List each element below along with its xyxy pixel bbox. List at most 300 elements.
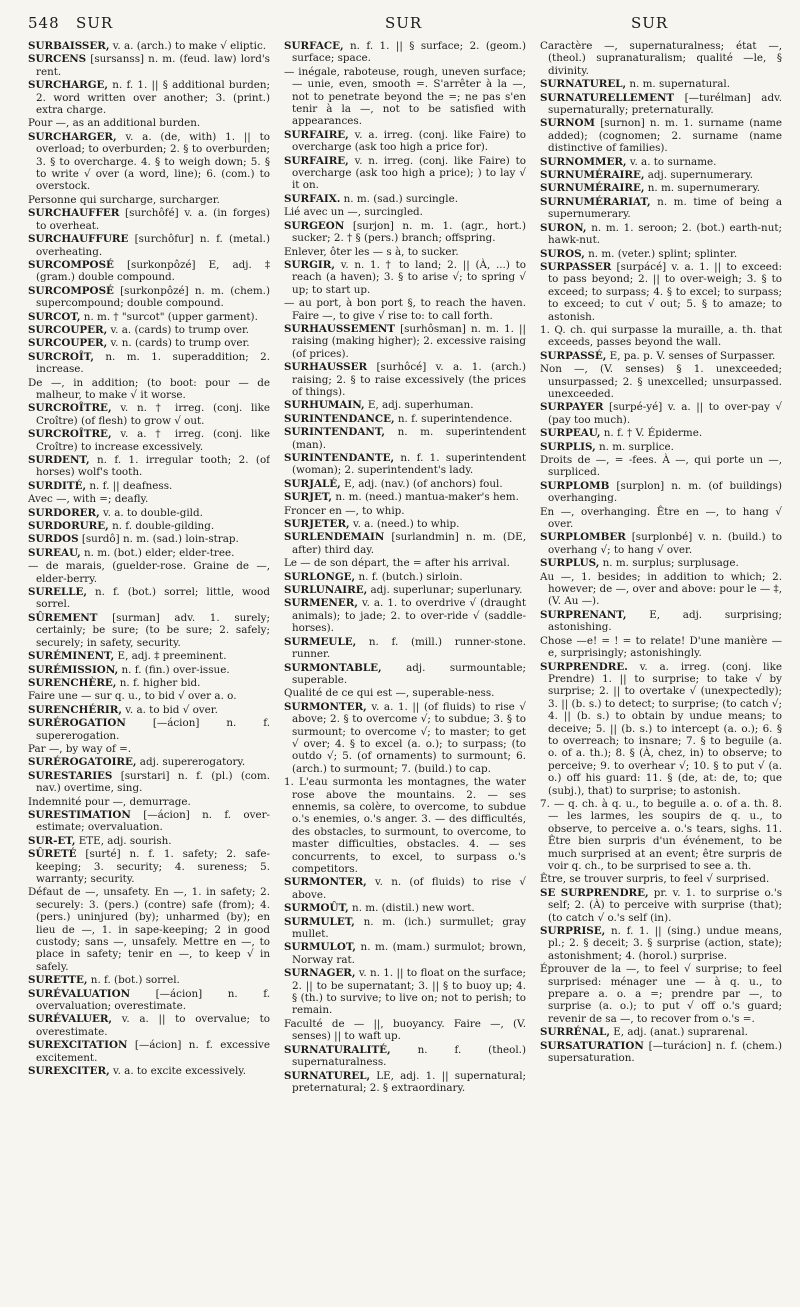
dictionary-entry <box>28 520 270 532</box>
dictionary-entry <box>284 776 526 875</box>
entry-definition: [surlandmin] n. m. (DE, after) third day. <box>292 531 526 556</box>
dictionary-entry <box>284 206 526 218</box>
entry-definition: adj. supernumerary. <box>647 169 754 182</box>
entry-definition: n. m. (sad.) surcingle. <box>343 192 459 205</box>
dictionary-entry <box>540 261 782 323</box>
entry-definition: n. f. 1. || § additional burden; 2. word written over another; 3. (print.) extra charge. <box>36 79 270 117</box>
dictionary-entry <box>540 609 782 634</box>
entry-definition: n. m. supernumerary. <box>647 182 761 195</box>
dictionary-entry <box>540 427 782 439</box>
entry-definition: n. f. (butch.) sirloin. <box>358 570 463 583</box>
entry-definition: [surpácé] v. a. 1. || to exceed: to pass beyond; 2. || to over-weigh; 3. § to exceed; to surpass; 4. § to excel; to surpass; to exceed; to cut √ out; 5. § to amaze; to astonish. <box>548 260 782 323</box>
entry-headword: SURMULET, <box>284 915 355 928</box>
dictionary-entry <box>284 297 526 322</box>
dictionary-entry <box>28 337 270 349</box>
entry-headword: SURHUMAIN, <box>284 399 365 412</box>
dictionary-entry <box>284 246 526 258</box>
dictionary-entry <box>284 1018 526 1043</box>
dictionary-entry <box>28 311 270 323</box>
dictionary-entry <box>28 612 270 649</box>
dictionary-entry <box>28 848 270 885</box>
entry-headword: SURCOMPOSÉ <box>28 284 114 297</box>
entry-headword: SURHAUSSER <box>284 361 368 374</box>
entry-definition: En —, overhanging. Être en —, to hang √ over. <box>540 505 782 531</box>
entry-headword: SURDITÉ, <box>28 479 87 492</box>
dictionary-entry <box>284 129 526 154</box>
entry-headword: SE SURPRENDRE, <box>540 886 649 899</box>
entry-definition: v. a. (de, with) 1. || to overload; to overburden; 2. § to overburden; 3. § to overcharge. 4. § to weigh down; 5. § to write √ over (a word, line); 6. (com.) to overstock. <box>36 130 270 193</box>
entry-definition: [—ácion] n. f. supererogation. <box>36 717 270 742</box>
dictionary-entry <box>28 988 270 1013</box>
dictionary-entry <box>284 361 526 398</box>
dictionary-entry <box>284 452 526 477</box>
entry-definition: n. f. (theol.) supernaturalness. <box>292 1043 526 1069</box>
entry-definition: [surstari] n. f. (pl.) (com. nav.) overtime, sing. <box>36 769 270 795</box>
entry-headword: SURPASSÉ, <box>540 349 607 362</box>
entry-definition: n. f. 1. superintendent (woman); 2. superintendent's lady. <box>292 452 526 477</box>
entry-definition: n. f. (mill.) runner-stone. runner. <box>292 635 526 661</box>
entry-definition: ETE, adj. sourish. <box>78 834 172 847</box>
entry-headword: SURCROÎTRE, <box>28 428 112 441</box>
dictionary-entry <box>540 925 782 962</box>
entry-definition: [—ácion] n. f. excessive excitement. <box>36 1039 270 1064</box>
entry-definition: E, pa. p. V. senses of Surpasser. <box>609 349 776 362</box>
entry-headword: SURESTARIES <box>28 769 113 782</box>
dictionary-entry <box>284 1070 526 1095</box>
dictionary-entry <box>28 285 270 310</box>
dictionary-entry <box>28 677 270 689</box>
entry-headword: SURLUNAIRE, <box>284 584 368 597</box>
entry-definition: v. n. 1. || to float on the surface; 2. || to be supernatant; 3. || § to buoy up; 4. § (th.) to survive; to live on; not to perish; to remain. <box>292 967 526 1017</box>
dictionary-entry <box>540 117 782 154</box>
entry-definition: v. a. 1. || (of fluids) to rise √ above; 2. § to overcome √; to subdue; 3. § to surmount; to overcome √; to master; to get √ over; 4. § to excel (a. o.); to surpass; (to outdo √; 5. (of ornaments) to surmount; 6. (arch.) to surmount; 7. (build.) to cap. <box>292 700 526 775</box>
entry-definition: n. f. superintendence. <box>397 412 513 425</box>
dictionary-entry <box>28 233 270 258</box>
entry-definition: n. f. 1. || § surface; 2. (geom.) surface; space. <box>292 40 526 65</box>
entry-definition: Être, se trouver surpris, to feel √ surprised. <box>540 873 770 886</box>
entry-headword: SURSATURATION <box>540 1039 644 1052</box>
entry-definition: [—ácion] n. f. overvaluation; overestimate. <box>36 987 270 1013</box>
entry-definition: [surpé-yé] v. a. || to over-pay √ (pay too much). <box>548 401 782 426</box>
entry-headword: SURNUMÉRAIRE, <box>540 182 645 195</box>
entry-definition: Qualité de ce qui est —, superable-ness. <box>284 687 495 700</box>
dictionary-entry <box>28 809 270 834</box>
entry-definition: v. n. † irreg. (conj. like Croître) (of flesh) to grow √ out. <box>36 402 270 427</box>
dictionary-entry <box>28 886 270 973</box>
dictionary-entry <box>540 441 782 453</box>
entry-definition: — de marais, (guelder-rose. Graine de —, elder-berry. <box>28 560 270 585</box>
entry-definition: v. a. to excite excessively. <box>112 1065 247 1078</box>
entry-definition: Non —, (V. senses) § 1. unexceeded; unsurpassed; 2. § unexcelled; unsurpassed. unexceeded. <box>540 363 782 400</box>
entry-headword: SURNATUREL, <box>540 78 627 91</box>
entry-headword: SURMEULE, <box>284 635 357 648</box>
entry-definition: Faire une — sur q. u., to bid √ over a. o. <box>28 690 237 703</box>
dictionary-entry <box>284 155 526 192</box>
entry-headword: SUREXCITER, <box>28 1065 110 1078</box>
entry-headword: SURINTENDANCE, <box>284 412 395 425</box>
entry-headword: SURON, <box>540 221 587 234</box>
entry-headword: SURCENS <box>28 53 87 66</box>
entry-headword: SURÉMINENT, <box>28 650 115 663</box>
dictionary-entry <box>28 194 270 206</box>
entry-headword: SURMONTER, <box>284 876 367 889</box>
entry-headword: SURPAYER <box>540 401 604 414</box>
dictionary-entry <box>284 902 526 914</box>
entry-headword: SURPLIS, <box>540 440 596 453</box>
entry-definition: [—ácion] n. f. over-estimate; overvaluation. <box>36 808 270 834</box>
entry-headword: SURCOMPOSÉ <box>28 258 114 271</box>
dictionary-entry <box>540 156 782 168</box>
dictionary-entry <box>28 79 270 116</box>
dictionary-entry <box>540 557 782 569</box>
entry-definition: adj. superlunar; superlunary. <box>370 584 523 597</box>
entry-headword: SURCROÎTRE, <box>28 402 112 415</box>
entry-headword: SÛREMENT <box>28 611 98 624</box>
dictionary-entry <box>540 169 782 181</box>
entry-definition: v. a. (cards) to trump over. <box>110 323 250 336</box>
dictionary-entry <box>28 454 270 479</box>
dictionary-entry <box>28 756 270 768</box>
entry-definition: n. m. time of being a supernumerary. <box>548 195 782 221</box>
entry-definition: [surman] adv. 1. surely; certainly; be sure; (to be sure; 2. safely; securely; in safety, security. <box>36 611 270 649</box>
entry-headword: SUREAU, <box>28 546 81 559</box>
entry-definition: Avec —, with =; deafly. <box>28 493 149 506</box>
entry-headword: SUR-ET, <box>28 834 76 847</box>
entry-headword: SURÉMISSION, <box>28 663 119 676</box>
entry-headword: SURMONTER, <box>284 700 367 713</box>
dictionary-entry <box>284 478 526 490</box>
page-header <box>28 14 778 36</box>
entry-definition: n. f. || deafness. <box>89 479 173 492</box>
entry-definition: n. m. (distil.) new wort. <box>352 902 475 915</box>
entry-headword: SURNUMÉRAIRE, <box>540 169 645 182</box>
entry-headword: SURCHAUFFER <box>28 207 120 220</box>
dictionary-entry <box>28 835 270 847</box>
entry-headword: SURDORURE, <box>28 520 109 533</box>
entry-headword: SURCOUPER, <box>28 337 108 350</box>
entry-headword: SURELLE, <box>28 586 88 599</box>
entry-definition: Faculté de — ||, buoyancy. Faire —, (V. senses) || to waft up. <box>284 1017 526 1043</box>
dictionary-entry <box>284 687 526 699</box>
guide-word-right: SUR <box>631 14 669 32</box>
dictionary-entry <box>540 798 782 872</box>
entry-definition: adj. surmountable; superable. <box>292 661 526 686</box>
entry-definition: 7. — q. ch. à q. u., to beguile a. o. of a. th. 8. — les larmes, les soupirs de q. u., to observe, to perceive a. o.'s tears, sighs. 11. Être bien surpris d'un événement, to be much surprised at an event; être surpris de voir q. ch., to be surprised to see a. th. <box>540 797 782 872</box>
entry-headword: SURDORER, <box>28 506 100 519</box>
dictionary-entry <box>540 887 782 924</box>
entry-definition: v. a. to double-gild. <box>103 506 203 519</box>
entry-definition: [surjon] n. m. 1. (agr., hort.) sucker; 2. † § (pers.) branch; offspring. <box>292 219 526 245</box>
entry-headword: SURCOT, <box>28 310 81 323</box>
entry-definition: [surchôfur] n. f. (metal.) overheating. <box>36 233 270 258</box>
entry-headword: SURGIR, <box>284 258 335 271</box>
dictionary-entry <box>28 586 270 611</box>
entry-definition: v. n. (of fluids) to rise √ above. <box>292 876 526 901</box>
entry-headword: SURFAIRE, <box>284 154 349 167</box>
dictionary-entry <box>28 796 270 808</box>
entry-definition: Caractère —, supernaturalness; état —, (theol.) supranaturalism; qualité —le, § divinity. <box>540 40 782 77</box>
entry-headword: SURNATURELLEMENT <box>540 91 675 104</box>
dictionary-entry <box>540 78 782 90</box>
entry-headword: SURJETER, <box>284 518 350 531</box>
entry-headword: SURENCHÈRE, <box>28 676 117 689</box>
entry-definition: [surplonbé] v. n. (build.) to overhang √; to hang √ over. <box>548 531 782 556</box>
dictionary-entry <box>540 350 782 362</box>
entry-definition: Pour —, as an additional burden. <box>28 117 201 130</box>
page-number: 548 <box>28 14 60 32</box>
entry-definition: [surté] n. f. 1. safety; 2. safe-keeping; 3. security; 4. sureness; 5. warranty; security. <box>36 848 270 885</box>
guide-word-middle: SUR <box>385 14 423 32</box>
dictionary-entry <box>540 40 782 77</box>
dictionary-entry <box>284 491 526 503</box>
entry-headword: SURINTENDANTE, <box>284 452 395 464</box>
dictionary-entry <box>28 974 270 986</box>
dictionary-entry <box>284 701 526 775</box>
entry-headword: SURMENER, <box>284 597 358 610</box>
entry-definition: n. f. (bot.) sorrel; little, wood sorrel. <box>36 586 270 611</box>
dictionary-entry <box>28 207 270 232</box>
entry-definition: pr. v. 1. to surprise o.'s self; 2. (À) to perceive with surprise (that); (to catch √ o.'s self (in). <box>548 886 782 924</box>
entry-definition: [surkonpôzé] E, adj. ‡ (gram.) double compound. <box>36 258 270 284</box>
dictionary-entry <box>540 963 782 1025</box>
entry-definition: n. f. double-gilding. <box>112 520 215 533</box>
dictionary-entry <box>28 664 270 676</box>
dictionary-entry <box>540 661 782 797</box>
dictionary-entry <box>28 324 270 336</box>
dictionary-entry <box>284 967 526 1017</box>
entry-definition: Défaut de —, unsafety. En —, 1. in safety; 2. securely: 3. (pers.) (contre) safe (from); 4. (pers.) uninjured (by); unharmed (by); en lieu de —, 1. in sape-keeping; 2 in good custody; sans —, unsafely. Mettre en —, to place in safety; tenir en —, to keep √ in safely. <box>28 886 270 973</box>
entry-definition: Indemnité pour —, demurrage. <box>28 795 191 808</box>
dictionary-entry <box>284 941 526 966</box>
entry-headword: SURÉVALUATION <box>28 987 131 1000</box>
entry-definition: E, adj. superhuman. <box>367 399 474 412</box>
dictionary-entry <box>284 571 526 583</box>
entry-definition: [surnon] n. m. 1. surname (name added); (cognomen; 2. surname (name distinctive of families). <box>548 117 782 155</box>
dictionary-entry <box>540 1040 782 1065</box>
entry-definition: n. m. superintendent (man). <box>292 426 526 451</box>
entry-definition: n. f. 1. irregular tooth; 2. (of horses) wolf's tooth. <box>36 454 270 479</box>
entry-definition: Chose —e! = ! = to relate! D'une manière —e, surprisingly; astonishingly. <box>540 634 782 660</box>
entry-headword: SURPASSER <box>540 260 612 273</box>
entry-headword: SURPRENANT, <box>540 608 627 621</box>
dictionary-entry <box>284 557 526 569</box>
entry-definition: n. f. higher bid. <box>119 676 201 689</box>
dictionary-entry <box>540 635 782 660</box>
dictionary-entry <box>540 222 782 247</box>
entry-definition: Froncer en —, to whip. <box>284 504 405 517</box>
entry-definition: n. m. † "surcot" (upper garment). <box>83 310 258 323</box>
dictionary-entry <box>540 248 782 260</box>
entry-headword: SURESTIMATION <box>28 808 131 821</box>
dictionary-entry <box>284 505 526 517</box>
column-right <box>540 40 782 1299</box>
entry-headword: SURCHARGER, <box>28 130 117 143</box>
dictionary-entry <box>284 426 526 451</box>
entry-headword: SUROS, <box>540 247 585 260</box>
entry-definition: Personne qui surcharge, surcharger. <box>28 193 220 206</box>
dictionary-entry <box>540 196 782 221</box>
column-middle <box>284 40 526 1299</box>
dictionary-entry <box>284 597 526 634</box>
entry-definition: Le — de son départ, the = after his arrival. <box>284 557 510 570</box>
dictionary-entry <box>284 413 526 425</box>
entry-definition: [sursanss] n. m. (feud. law) lord's rent. <box>36 53 270 78</box>
entry-definition: Par —, by way of =. <box>28 742 132 755</box>
entry-headword: SURFAIRE, <box>284 128 349 141</box>
entry-definition: n. f. (bot.) sorrel. <box>90 974 180 987</box>
entry-definition: 1. L'eau surmonta les montagnes, the water rose above the mountains. 2. — ses ennemis, sa colère, to overcome, to subdue o.'s enemies, o.'s anger. 3. — des difficultés, des obstacles, to surmount, to overcome, to master difficulties, obstacles. 4. — ses concurrents, to excel, to surpass o.'s competitors. <box>284 776 526 875</box>
entry-definition: [—turácion] n. f. (chem.) supersaturation. <box>548 1039 782 1065</box>
entry-definition: n. m. (need.) mantua-maker's hem. <box>335 491 519 504</box>
entry-definition: E, adj. (anat.) suprarenal. <box>613 1026 748 1039</box>
entry-definition: De —, in addition; (to boot: pour — de malheur, to make √ it worse. <box>28 376 270 401</box>
dictionary-entry <box>540 531 782 556</box>
dictionary-entry <box>540 1026 782 1038</box>
dictionary-entry <box>28 717 270 742</box>
entry-definition: [surhôcé] v. a. 1. (arch.) raising; 2. § to raise excessively (the prices of things). <box>292 361 526 398</box>
dictionary-entry <box>28 547 270 559</box>
entry-definition: [surkonpôzé] n. m. (chem.) supercompound; double compound. <box>36 284 270 310</box>
entry-definition: v. a. || to overvalue; to overestimate. <box>36 1013 270 1038</box>
dictionary-entry <box>284 66 526 128</box>
dictionary-entry <box>284 531 526 556</box>
dictionary-entry <box>540 571 782 608</box>
entry-definition: E, adj. surprising; astonishing. <box>548 608 782 634</box>
dictionary-entry <box>28 117 270 129</box>
dictionary-entry <box>28 507 270 519</box>
dictionary-entry <box>284 323 526 360</box>
entry-definition: v. n. irreg. (conj. like Faire) to overcharge (ask too high a price); ) to lay √ it on. <box>292 154 526 192</box>
entry-definition: v. a. † irreg. (conj. like Croître) to increase excessively. <box>36 428 270 453</box>
entry-headword: SURNAGER, <box>284 967 356 980</box>
dictionary-entry <box>284 584 526 596</box>
entry-definition: [surdô] n. m. (sad.) loin-strap. <box>81 533 239 546</box>
entry-headword: SURGEON <box>284 219 345 232</box>
entry-definition: adj. supererogatory. <box>139 756 246 769</box>
dictionary-entry <box>540 454 782 479</box>
dictionary-entry <box>284 636 526 661</box>
entry-definition: n. m. 1. seroon; 2. (bot.) earth-nut; hawk-nut. <box>548 221 782 247</box>
entry-definition: n. m. (bot.) elder; elder-tree. <box>83 546 235 559</box>
entry-definition: v. a. to bid √ over. <box>125 703 218 716</box>
entry-definition: n. m. surplice. <box>598 440 674 453</box>
entry-definition: E, adj. ‡ preeminent. <box>117 650 227 663</box>
dictionary-entry <box>28 690 270 702</box>
entry-headword: SURPLUS, <box>540 557 600 570</box>
entry-definition: n. m. 1. superaddition; 2. increase. <box>36 350 270 376</box>
entry-definition: 1. Q. ch. qui surpasse la muraille, a. th. that exceeds, passes beyond the wall. <box>540 323 782 349</box>
dictionary-entry <box>28 53 270 78</box>
entry-definition: n. f. 1. || (sing.) undue means, pl.; 2. § deceit; 3. § surprise (action, state); astonishment; 4. (horol.) surprise. <box>548 925 782 962</box>
dictionary-entry <box>284 399 526 411</box>
entry-headword: SUREXCITATION <box>28 1039 128 1052</box>
dictionary-entry <box>28 493 270 505</box>
entry-headword: SURMULOT, <box>284 941 357 954</box>
entry-headword: SURPLOMBER <box>540 531 626 544</box>
entry-headword: SURCHARGE, <box>28 79 109 92</box>
entry-headword: SURETTE, <box>28 974 88 987</box>
entry-definition: v. a. irreg. (conj. like Prendre) 1. || to surprise; to take √ by surprise; 2. || to overtake √ (unexpectedly); 3. || (b. s.) to detect; to surprise; (to catch √; 4. || (b. s.) to obtain by undue means; to deceive; 5. || (b. s.) to intercept (a. o.); 6. § to overreach; to insnare; 7. § to beguile (a. o. of a. th.); 8. § (À, chez, in) to observe; to perceive; 9. to overhear √; 10. § to put √ (a. o.) off his guard: 11. § (de, at: de, to; que (subj.), that) to surprise; to astonish. <box>548 660 782 797</box>
entry-definition: v. a. irreg. (conj. like Faire) to overcharge (ask too high a price for). <box>292 128 526 154</box>
entry-definition: n. m. (veter.) splint; splinter. <box>588 247 738 260</box>
entry-definition: Droits de —, = -fees. À —, qui porte un —, surpliced. <box>540 454 782 479</box>
entry-headword: SÛRETÉ <box>28 848 77 861</box>
entry-headword: SURDOS <box>28 533 79 546</box>
dictionary-entry <box>540 324 782 349</box>
dictionary-entry <box>284 40 526 65</box>
dictionary-entry <box>28 1065 270 1077</box>
entry-definition: Enlever, ôter les — s à, to sucker. <box>284 245 459 258</box>
entry-definition: v. a. (need.) to whip. <box>352 518 460 531</box>
entry-headword: SURLENDEMAIN <box>284 531 385 544</box>
entry-definition: [surchôfé] v. a. (in forges) to overheat. <box>36 207 270 232</box>
dictionary-entry <box>28 480 270 492</box>
entry-definition: v. a. to surname. <box>629 155 717 168</box>
entry-headword: SURINTENDANT, <box>284 426 386 439</box>
dictionary-entry <box>28 131 270 193</box>
entry-definition: n. f. (fin.) over-issue. <box>121 663 230 676</box>
dictionary-entry <box>28 650 270 662</box>
dictionary-entry <box>540 401 782 426</box>
entry-definition: n. f. † V. Épiderme. <box>603 427 703 440</box>
entry-headword: SURMONTABLE, <box>284 661 382 674</box>
entry-headword: SURÉROGATION <box>28 717 126 730</box>
dictionary-entry <box>28 704 270 716</box>
dictionary-entry <box>284 220 526 245</box>
entry-definition: v. n. 1. † to land; 2. || (À, ...) to reach (a haven); 3. § to arise √; to spring √ up; to start up. <box>292 258 526 296</box>
dictionary-entry <box>540 182 782 194</box>
dictionary-entry <box>284 259 526 296</box>
entry-headword: SURPRENDRE. <box>540 660 628 673</box>
entry-definition: LE, adj. 1. || supernatural; preternatural; 2. § extraordinary. <box>292 1069 526 1094</box>
dictionary-entry <box>284 518 526 530</box>
dictionary-entry <box>284 1044 526 1069</box>
dictionary-entry <box>28 428 270 453</box>
dictionary-entry <box>28 533 270 545</box>
entry-headword: SURCOUPER, <box>28 323 108 336</box>
entry-headword: SURNUMÉRARIAT, <box>540 195 651 208</box>
entry-definition: v. a. 1. to overdrive √ (draught animals); to jade; 2. to over-ride √ (saddle-horses). <box>292 597 526 635</box>
guide-word-left: SUR <box>76 14 114 32</box>
entry-headword: SURCROÎT, <box>28 350 94 363</box>
dictionary-entry <box>284 662 526 687</box>
entry-definition: [surhôsman] n. m. 1. || raising (making higher); 2. excessive raising (of prices). <box>292 322 526 360</box>
dictionary-entry <box>540 92 782 117</box>
dictionary-entry <box>540 480 782 505</box>
entry-headword: SURNOMMER, <box>540 155 627 168</box>
entry-headword: SURRÉNAL, <box>540 1026 610 1039</box>
entry-definition: n. m. surplus; surplusage. <box>602 557 739 570</box>
dictionary-entry <box>28 402 270 427</box>
entry-headword: SURPLOMB <box>540 479 610 492</box>
dictionary-entry <box>28 1013 270 1038</box>
entry-definition: — inégale, raboteuse, rough, uneven surface; — unie, even, smooth =. S'arrêter à la —, not to penetrate beyond the =; ne pas s'en tenir à la —, not to be satisfied with appearances. <box>284 65 526 128</box>
entry-definition: E, adj. (nav.) (of anchors) foul. <box>344 477 503 490</box>
entry-definition: n. m. (mam.) surmulot; brown, Norway rat. <box>292 941 526 966</box>
dictionary-entry <box>540 363 782 400</box>
entry-headword: SURHAUSSEMENT <box>284 322 395 335</box>
entry-definition: v. n. (cards) to trump over. <box>110 337 250 350</box>
entry-definition: [surplon] n. m. (of buildings) overhanging. <box>548 479 782 505</box>
dictionary-columns <box>28 40 782 1299</box>
dictionary-entry <box>540 873 782 885</box>
dictionary-entry <box>284 193 526 205</box>
entry-headword: SURCHAUFFURE <box>28 233 129 246</box>
dictionary-entry <box>28 259 270 284</box>
entry-headword: SURDENT, <box>28 454 90 466</box>
dictionary-entry <box>284 876 526 901</box>
entry-headword: SURPEAU, <box>540 427 601 440</box>
